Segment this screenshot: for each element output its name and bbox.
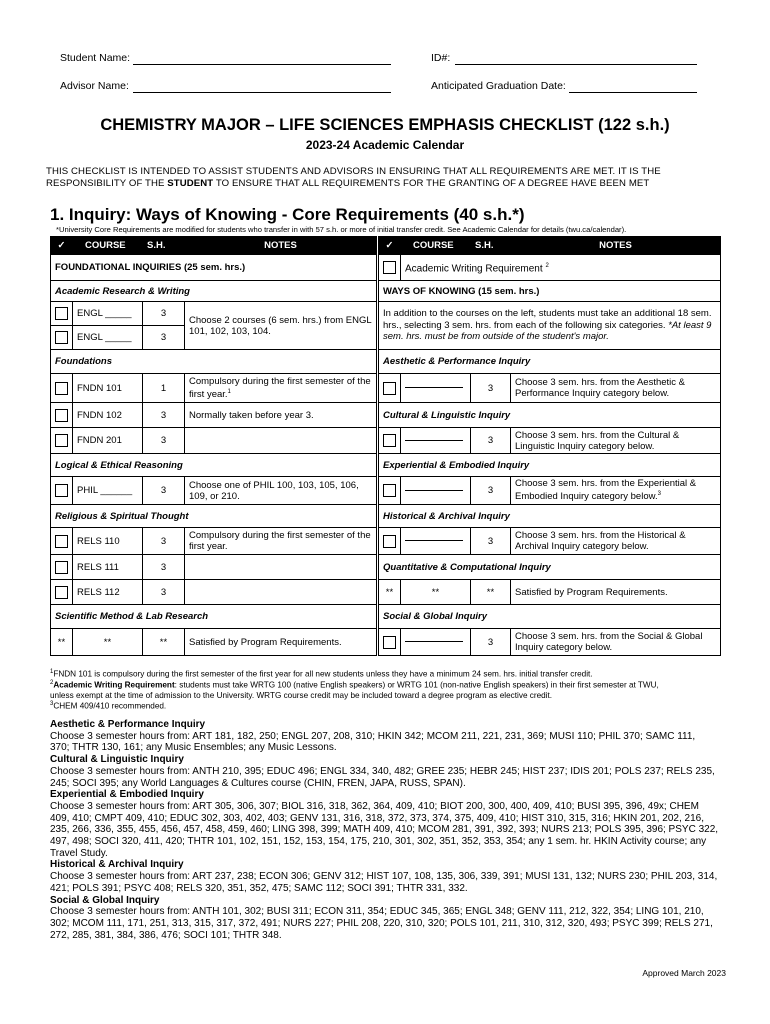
list-social-line-2: 302; MCOM 111, 171, 251, 313, 315, 317, 372, 491; NURS 227; PHIL 208, 220, 310, 320; POLS 101, 211, 310, 312, 320, 493; PSYC 399; RELS 271, — [50, 917, 713, 929]
engl-1-sh: 3 — [143, 302, 185, 326]
student-name-label: Student Name: — [60, 52, 131, 64]
rels-111-checkbox[interactable] — [55, 561, 68, 574]
sh-column-header: S.H. — [143, 237, 185, 255]
experiential-note — [511, 477, 721, 505]
right-course-column-header: COURSE — [401, 237, 471, 255]
quantitative-category: Quantitative & Computational Inquiry — [379, 555, 721, 580]
experiential-category: Experiential & Embodied Inquiry — [379, 454, 721, 477]
intro-line-1: THIS CHECKLIST IS INTENDED TO ASSIST STUDENTS AND ADVISORS IN ENSURING THAT ALL REQUIREMENTS ARE MET. IT IS THE — [46, 166, 661, 177]
experiential-sh: 3 — [471, 477, 511, 505]
page-subtitle: 2023-24 Academic Calendar — [305, 138, 465, 152]
right-notes-column-header: NOTES — [511, 237, 721, 255]
experiential-course-blank[interactable] — [405, 490, 463, 491]
fndn-102-course: FNDN 102 — [73, 403, 143, 428]
historical-course-blank[interactable] — [405, 540, 463, 541]
engl-1-course: ENGL _____ — [73, 302, 143, 326]
quantitative-sh: ** — [471, 580, 511, 605]
historical-category: Historical & Archival Inquiry — [379, 505, 721, 528]
left-table-header — [51, 237, 377, 255]
aesthetic-category: Aesthetic & Performance Inquiry — [379, 350, 721, 374]
rels-112-sh: 3 — [143, 580, 185, 605]
footnote-3-sup: 3 — [50, 701, 54, 708]
experiential-note-sup: 3 — [657, 491, 661, 498]
list-cultural-line-1: Choose 3 semester hours from: ANTH 210, 395; EDUC 496; ENGL 334, 340, 482; GREE 235; HEBR 245; HIST 237; IDIS 201; POLS 237; RELS 235, — [50, 765, 715, 777]
left-requirements-table — [50, 236, 377, 656]
footnote-1-sup: 1 — [50, 669, 54, 675]
social-note: Choose 3 sem. hrs. from the Social & Global Inquiry category below. — [511, 629, 721, 656]
list-historical-line-1: Choose 3 semester hours from: ART 237, 238; ECON 306; GENV 312; HIST 107, 108, 135, 306, 339, 391; MUSI 131, 132; NURS 230; PHIL 203, 314, — [50, 871, 718, 883]
list-aesthetic-heading: Aesthetic & Performance Inquiry — [50, 719, 206, 730]
experiential-checkbox[interactable] — [383, 484, 396, 497]
intro-line-2c: TO ENSURE THAT ALL REQUIREMENTS FOR THE GRANTING OF A DEGREE HAVE BEEN MET — [213, 178, 650, 189]
social-checkbox[interactable] — [383, 636, 396, 649]
awr-label — [401, 255, 721, 281]
list-historical-line-2: 421; POLS 391; PSYC 408; RELS 320, 351, 352, 475; SAMC 112; SOCI 391; THTR 331, 332. — [50, 882, 468, 894]
section-1-heading: 1. Inquiry: Ways of Knowing - Core Requirements (40 s.h.*) — [50, 205, 525, 224]
fndn-201-sh: 3 — [143, 428, 185, 454]
footnotes — [50, 668, 730, 712]
student-name-field[interactable] — [133, 64, 391, 65]
list-aesthetic-line-2: 370; THTR 130, 161; any Music Ensembles; any Music Lessons. — [50, 742, 337, 754]
right-requirements-table — [378, 236, 721, 656]
aesthetic-note: Choose 3 sem. hrs. from the Aesthetic & Performance Inquiry category below. — [511, 374, 721, 403]
awr-checkbox[interactable] — [383, 261, 396, 274]
historical-note: Choose 3 sem. hrs. from the Historical & Archival Inquiry category below. — [511, 528, 721, 555]
list-cultural-line-2: 245; SOCI 395; any World Languages & Cultures course (CHIN, FREN, JAPA, RUSS, SPAN). — [50, 777, 466, 789]
footnote-2-bold: Academic Writing Requirement — [53, 681, 175, 691]
list-experiential-heading: Experiential & Embodied Inquiry — [50, 789, 204, 801]
quantitative-course: ** — [401, 580, 471, 605]
awr-label-text: Academic Writing Requirement — [405, 263, 543, 275]
engl-2-sh: 3 — [143, 326, 185, 350]
scientific-category: Scientific Method & Lab Research — [51, 605, 377, 629]
engl-2-course: ENGL _____ — [73, 326, 143, 350]
quantitative-note: Satisfied by Program Requirements. — [511, 580, 721, 605]
wok-note — [379, 302, 721, 350]
footnote-2-text: : students must take WRTG 100 (native English speakers) or WRTG 101 (non-native English speakers) in their first semester at TWU, — [174, 681, 659, 691]
rels-112-checkbox[interactable] — [55, 586, 68, 599]
list-social-line-1: Choose 3 semester hours from: ANTH 101, 302; BUSI 311; ECON 311, 354; EDUC 345, 365; ENGL 348; GENV 111, 212, 322, 354; LING 101, 210, — [50, 906, 704, 918]
list-experiential-line-3: 235, 266, 336, 355, 455, 456, 457, 458, 459, 460; LING 398, 399; MATH 409, 410; MCOM 281, 391, 392, 393; NURS 213; POLS 395, 396; PSYC 322, — [50, 824, 719, 836]
list-cultural-heading: Cultural & Linguistic Inquiry — [50, 754, 184, 766]
foundations-category: Foundations — [51, 350, 377, 374]
right-check-column-header: ✓ — [379, 237, 401, 255]
footnote-3-text: CHEM 409/410 recommended. — [53, 701, 167, 711]
fndn-102-sh: 3 — [143, 403, 185, 428]
intro-line-2a: RESPONSIBILITY OF THE — [46, 178, 168, 189]
foundational-heading: FOUNDATIONAL INQUIRIES (25 sem. hrs.) — [51, 255, 377, 281]
approved-date: Approved March 2023 — [642, 968, 726, 978]
aesthetic-checkbox[interactable] — [383, 382, 396, 395]
grad-date-field[interactable] — [569, 92, 697, 93]
quantitative-check: ** — [379, 580, 401, 605]
advisor-name-field[interactable] — [133, 92, 391, 93]
academic-research-category: Academic Research & Writing — [51, 281, 377, 302]
cultural-sh: 3 — [471, 428, 511, 454]
fndn-101-note-sup: 1 — [227, 388, 231, 395]
section-1-subnote: *University Core Requirements are modified for students who transfer in with 57 s.h. or more of initial transfer credit. See Academic Calendar for details (twu.ca/calendar). — [56, 225, 627, 234]
list-experiential-line-2: 409, 410; CMPT 409, 410; EDUC 302, 303, 402, 403; GENV 131, 316, 318, 372, 373, 374, 375, 409, 410; HIST 310, 315, 316; HKIN 201, 202, 216, — [50, 812, 704, 824]
rels-111-course: RELS 111 — [73, 555, 143, 580]
fndn-101-course: FNDN 101 — [73, 374, 143, 403]
rels-110-checkbox[interactable] — [55, 535, 68, 548]
sci-course: ** — [73, 629, 143, 656]
cultural-course-blank[interactable] — [405, 440, 463, 441]
advisor-name-label: Advisor Name: — [60, 80, 129, 92]
engl-2-checkbox[interactable] — [55, 331, 68, 344]
right-table-header — [379, 237, 721, 255]
cultural-category: Cultural & Linguistic Inquiry — [379, 403, 721, 428]
grad-date-label: Anticipated Graduation Date: — [431, 80, 566, 92]
aesthetic-course-blank[interactable] — [405, 387, 463, 388]
intro-text — [46, 166, 726, 190]
phil-sh: 3 — [143, 477, 185, 505]
id-label: ID#: — [431, 52, 451, 64]
list-historical-heading: Historical & Archival Inquiry — [50, 859, 184, 871]
rels-110-course: RELS 110 — [73, 528, 143, 555]
cultural-note: Choose 3 sem. hrs. from the Cultural & Linguistic Inquiry category below. — [511, 428, 721, 454]
rels-112-course: RELS 112 — [73, 580, 143, 605]
social-sh: 3 — [471, 629, 511, 656]
rels-110-note: Compulsory during the first semester of the first year. — [185, 528, 377, 555]
fndn-101-sh: 1 — [143, 374, 185, 403]
check-column-header: ✓ — [51, 237, 73, 255]
category-course-lists — [50, 719, 740, 941]
sci-check: ** — [51, 629, 73, 656]
fndn-102-note: Normally taken before year 3. — [185, 403, 377, 428]
wok-note-italic: *At least 9 sem. hrs. must be from outside of the student's major. — [383, 319, 712, 343]
fndn-101-note-text: Compulsory during the first semester of the first year. — [189, 375, 371, 401]
aesthetic-sh: 3 — [471, 374, 511, 403]
footnote-2-continued: unless exempt at the time of admission to the University. WRTG course credit may be included toward a degree program as elective credit. — [50, 690, 553, 700]
phil-checkbox[interactable] — [55, 484, 68, 497]
awr-label-sup: 2 — [545, 262, 549, 269]
intro-line-2b: STUDENT — [167, 178, 214, 189]
ways-of-knowing-heading: WAYS OF KNOWING (15 sem. hrs.) — [379, 281, 721, 302]
fndn-101-note — [185, 374, 377, 403]
historical-sh: 3 — [471, 528, 511, 555]
engl-1-checkbox[interactable] — [55, 307, 68, 320]
id-field[interactable] — [455, 64, 697, 65]
religious-category: Religious & Spiritual Thought — [51, 505, 377, 528]
wok-note-text: In addition to the courses on the left, students must take an additional 18 sem. hrs., selecting 3 sem. hrs. from each of the following six categories. — [383, 308, 712, 331]
footnote-3 — [50, 700, 730, 711]
footnote-1 — [50, 668, 730, 679]
intro-line-2 — [46, 178, 726, 190]
fndn-101-checkbox[interactable] — [55, 382, 68, 395]
notes-column-header: NOTES — [185, 237, 377, 255]
right-sh-column-header: S.H. — [471, 237, 511, 255]
fndn-102-checkbox[interactable] — [55, 409, 68, 422]
fndn-201-checkbox[interactable] — [55, 434, 68, 447]
phil-note: Choose one of PHIL 100, 103, 105, 106, 109, or 210. — [185, 477, 377, 505]
footnote-1-text: FNDN 101 is compulsory during the first semester of the first year for all new students unless they have a minimum 24 sem. hrs. initial transfer credit. — [53, 669, 593, 679]
footnote-2-sup: 2 — [50, 680, 54, 687]
fndn-201-course: FNDN 201 — [73, 428, 143, 454]
list-experiential-line-5: Travel Study. — [50, 847, 108, 859]
social-course-blank[interactable] — [405, 641, 463, 642]
logical-category: Logical & Ethical Reasoning — [51, 454, 377, 477]
list-aesthetic-line-1: Choose 3 semester hours from: ART 181, 182, 250; ENGL 207, 208, 310; HKIN 342; MCOM 211, 221, 231, 369; MUSI 110; PHIL 370; SAMC 111, — [50, 730, 696, 742]
cultural-checkbox[interactable] — [383, 434, 396, 447]
experiential-note-text: Choose 3 sem. hrs. from the Experiential & Embodied Inquiry category below. — [515, 478, 697, 503]
page-title: CHEMISTRY MAJOR – LIFE SCIENCES EMPHASIS CHECKLIST (122 s.h.) — [100, 116, 670, 134]
social-category: Social & Global Inquiry — [379, 605, 721, 629]
phil-course: PHIL ______ — [73, 477, 143, 505]
list-experiential-line-4: 497, 498; SOCI 320, 411, 420; THTR 101, 102, 151, 152, 153, 154, 175, 210, 301, 302, 351, 352, 353, 354; any 1 sem. hr. HKIN Activity course; any — [50, 836, 707, 848]
rels-110-sh: 3 — [143, 528, 185, 555]
sci-sh: ** — [143, 629, 185, 656]
list-experiential-line-1: Choose 3 semester hours from: ART 305, 306, 307; BIOL 316, 318, 362, 364, 409, 410; BIOT 200, 300, 400, 409, 410; BUSI 395, 396, 49x; CHEM — [50, 800, 699, 812]
historical-checkbox[interactable] — [383, 535, 396, 548]
rels-111-sh: 3 — [143, 555, 185, 580]
sci-note: Satisfied by Program Requirements. — [185, 629, 377, 656]
course-column-header: COURSE — [73, 237, 143, 255]
list-social-line-3: 272, 285, 381, 384, 386, 476; SOCI 101; THTR 348. — [50, 929, 282, 941]
engl-note: Choose 2 courses (6 sem. hrs.) from ENGL 101, 102, 103, 104. — [185, 302, 377, 350]
footnote-2 — [50, 679, 730, 690]
list-social-heading: Social & Global Inquiry — [50, 894, 160, 906]
